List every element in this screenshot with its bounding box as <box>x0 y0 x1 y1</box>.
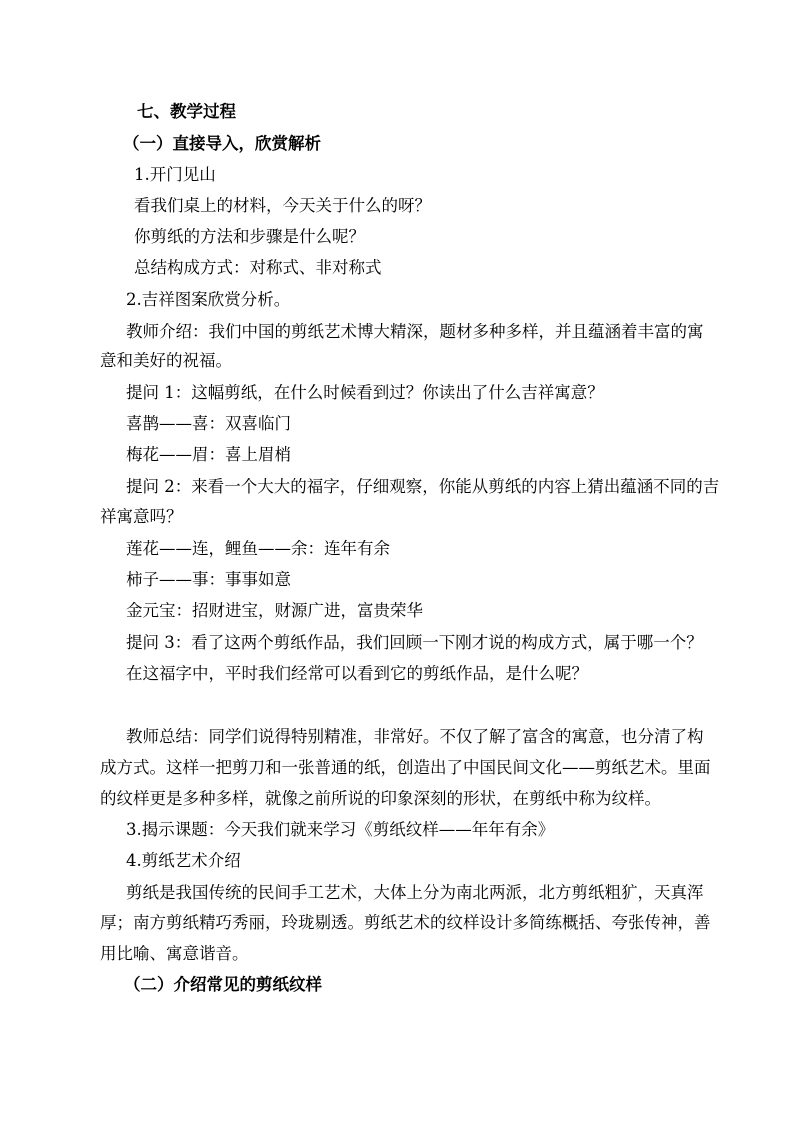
paragraph-line: 的纹样更是多种多样，就像之前所说的印象深刻的形状，在剪纸中称为纹样。 <box>100 789 661 808</box>
item-3: 3.揭示课题：今天我们就来学习《剪纸纹样——年年有余》 <box>126 820 555 839</box>
item-2-title: 2.吉祥图案欣赏分析。 <box>126 290 291 309</box>
paragraph-line: 提问 2：来看一个大大的福字，仔细观察，你能从剪纸的内容上猜出蕴涵不同的吉 <box>126 477 720 496</box>
paragraph-line: 教师介绍：我们中国的剪纸艺术博大精深，题材多种多样，并且蕴涵着丰富的寓 <box>126 322 704 341</box>
paragraph-line: 喜鹊——喜：双喜临门 <box>126 414 291 433</box>
paragraph-line: 祥寓意吗？ <box>100 507 183 526</box>
item-1-title: 1.开门见山 <box>134 165 216 184</box>
paragraph-line: 柿子——事：事事如意 <box>126 570 291 589</box>
paragraph-line: 意和美好的祝福。 <box>100 351 232 370</box>
paragraph-line: 在这福字中，平时我们经常可以看到它的剪纸作品，是什么呢？ <box>126 664 588 683</box>
paragraph-line: 莲花——连，鲤鱼——余：连年有余 <box>126 539 390 558</box>
sub-heading-1: （一）直接导入，欣赏解析 <box>123 134 321 153</box>
paragraph-line: 教师总结：同学们说得特别精准，非常好。不仅了解了富含的寓意，也分清了构 <box>126 727 704 746</box>
paragraph-line: 你剪纸的方法和步骤是什么呢？ <box>134 227 365 246</box>
paragraph-line: 总结构成方式：对称式、非对称式 <box>134 258 382 277</box>
section-heading: 七、教学过程 <box>137 102 236 121</box>
paragraph-line: 提问 3：看了这两个剪纸作品，我们回顾一下刚才说的构成方式，属于哪一个？ <box>126 633 703 652</box>
paragraph-line: 厚；南方剪纸精巧秀丽，玲珑剔透。剪纸艺术的纹样设计多简练概括、夸张传神，善 <box>100 913 711 932</box>
paragraph-line: 金元宝：招财进宝，财源广进，富贵荣华 <box>126 601 423 620</box>
paragraph-line: 剪纸是我国传统的民间手工艺术，大体上分为南北两派，北方剪纸粗犷，天真浑 <box>126 883 704 902</box>
paragraph-line: 成方式。这样一把剪刀和一张普通的纸，创造出了中国民间文化——剪纸艺术。里面 <box>100 758 711 777</box>
item-4-title: 4.剪纸艺术介绍 <box>126 851 241 870</box>
paragraph-line: 提问 1：这幅剪纸，在什么时候看到过？你读出了什么吉祥寓意？ <box>126 383 604 402</box>
paragraph-line: 看我们桌上的材料，今天关于什么的呀？ <box>134 196 431 215</box>
paragraph-line: 用比喻、寓意谐音。 <box>100 944 249 963</box>
sub-heading-2: （二）介绍常见的剪纸纹样 <box>124 975 322 994</box>
paragraph-line: 梅花——眉：喜上眉梢 <box>126 445 291 464</box>
